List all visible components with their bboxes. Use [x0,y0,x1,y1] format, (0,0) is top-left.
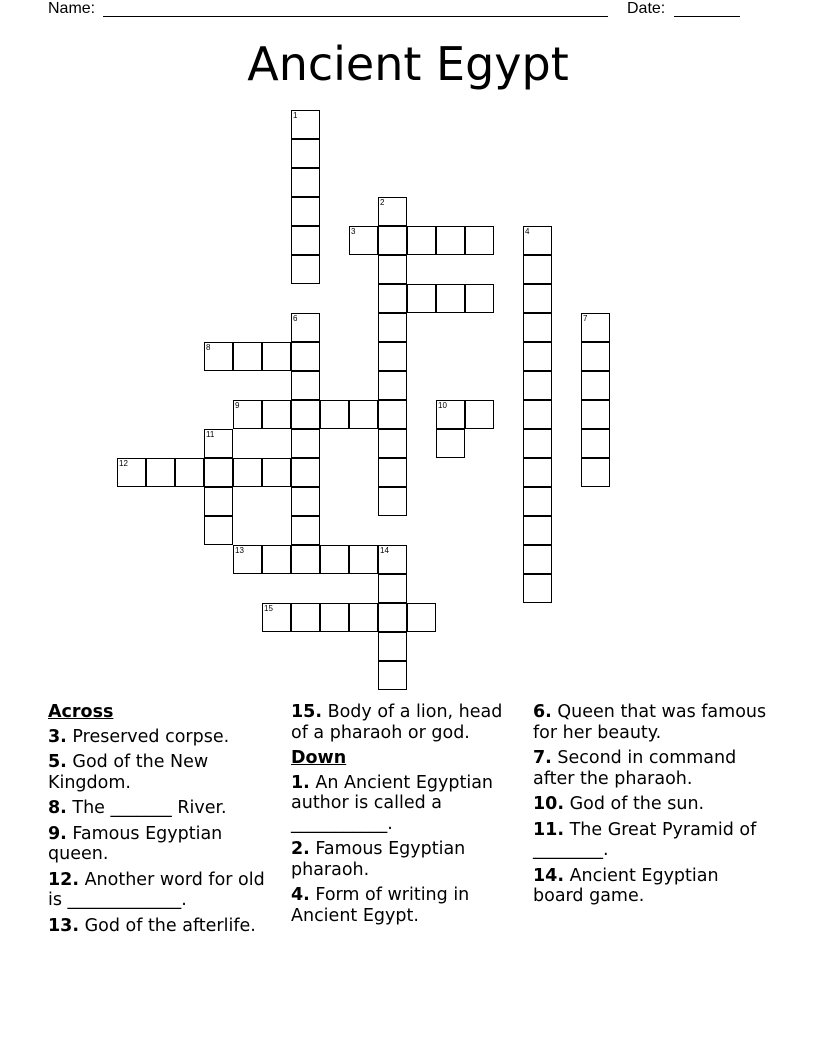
clues-column-1 [48,702,280,941]
grid-cell[interactable] [523,226,552,255]
clue [48,824,280,865]
clue [48,916,280,937]
clue [48,798,280,819]
grid-cell[interactable] [407,226,436,255]
clue-num: 4. [291,885,310,905]
clue-text: Queen that was famous for her beauty. [533,702,767,743]
grid-cell[interactable] [523,284,552,313]
down-clue-list [291,773,523,927]
grid-cell[interactable] [436,400,465,429]
clue-number: 1 [293,111,298,120]
grid-cell[interactable] [291,429,320,458]
clue-number: 9 [235,401,240,410]
grid-cell[interactable] [465,400,494,429]
grid-cell[interactable] [523,313,552,342]
grid-cell[interactable] [523,342,552,371]
clue-text: Form of writing in Ancient Egypt. [291,885,470,926]
clue [291,702,523,743]
grid-cell[interactable] [378,632,407,661]
grid-cell[interactable] [436,284,465,313]
clue-number: 14 [380,546,389,555]
grid-cell[interactable] [291,400,320,429]
clue-num: 11. [533,819,565,840]
clue-number: 2 [380,198,385,207]
clue-num: 3. [48,726,67,747]
grid-cell[interactable] [146,458,175,487]
name-label: Name: [48,0,96,17]
clue-text: Famous Egyptian queen. [48,823,223,864]
clue-num: 9. [48,823,67,844]
grid-cell[interactable] [378,342,407,371]
clue [291,885,523,926]
clue [533,748,768,789]
across-heading: Across [48,702,114,722]
grid-cell[interactable] [581,342,610,371]
grid-cell[interactable] [291,516,320,545]
grid-cell[interactable] [291,168,320,197]
grid-cell[interactable] [349,226,378,255]
grid-cell[interactable] [291,487,320,516]
grid-cell[interactable] [291,110,320,139]
grid-cell[interactable] [523,545,552,574]
clue-number: 11 [206,430,215,439]
clue-num: 14. [533,865,565,886]
grid-cell[interactable] [349,603,378,632]
clue-text: The Great Pyramid of ________. [533,819,757,860]
clue [533,794,768,815]
grid-cell[interactable] [581,400,610,429]
grid-cell[interactable] [291,226,320,255]
grid-cell[interactable] [378,574,407,603]
clue-number: 8 [206,343,211,352]
grid-cell[interactable] [320,400,349,429]
clue-number: 12 [119,459,128,468]
down-heading: Down [291,748,347,768]
clue-num: 6. [533,702,552,722]
grid-cell[interactable] [465,284,494,313]
grid-cell[interactable] [581,371,610,400]
grid-cell[interactable] [523,400,552,429]
grid-cell[interactable] [378,400,407,429]
grid-cell[interactable] [291,255,320,284]
clue-num: 12. [48,869,80,890]
grid-cell[interactable] [262,458,291,487]
grid-cell[interactable] [204,458,233,487]
grid-cell[interactable] [581,429,610,458]
clue [48,752,280,793]
grid-cell[interactable] [378,255,407,284]
grid-cell[interactable] [378,313,407,342]
grid-cell[interactable] [117,458,146,487]
grid-cell[interactable] [465,226,494,255]
grid-cell[interactable] [291,603,320,632]
clue-text: God of the afterlife. [79,915,256,936]
grid-cell[interactable] [378,284,407,313]
grid-cell[interactable] [436,429,465,458]
grid-cell[interactable] [436,226,465,255]
grid-cell[interactable] [349,545,378,574]
grid-cell[interactable] [291,342,320,371]
grid-cell[interactable] [291,313,320,342]
grid-cell[interactable] [291,458,320,487]
clue-number: 15 [264,604,273,613]
date-label: Date: [627,0,666,17]
grid-cell[interactable] [233,400,262,429]
grid-cell[interactable] [233,458,262,487]
grid-cell[interactable] [378,545,407,574]
grid-cell[interactable] [233,342,262,371]
grid-cell[interactable] [349,400,378,429]
clue-num: 2. [291,839,310,859]
clue-num: 1. [291,772,310,793]
puzzle-title: Ancient Egypt [247,37,569,91]
grid-cell[interactable] [262,400,291,429]
clue-text: Ancient Egyptian board game. [533,865,719,906]
grid-cell[interactable] [523,371,552,400]
clue-text: Body of a lion, head of a pharaoh or god. [291,702,503,743]
clues-column-3 [533,702,768,912]
clue-text: The _______ River. [66,798,227,818]
grid-cell[interactable] [523,574,552,603]
clue-text: Preserved corpse. [66,726,230,747]
grid-cell[interactable] [204,516,233,545]
grid-cell[interactable] [581,313,610,342]
grid-cell[interactable] [291,197,320,226]
grid-cell[interactable] [378,197,407,226]
grid-cell[interactable] [378,429,407,458]
grid-cell[interactable] [581,458,610,487]
grid-cell[interactable] [407,284,436,313]
clue-text: An Ancient Egyptian author is called a ___________. [291,772,494,834]
grid-cell[interactable] [262,342,291,371]
clue [48,727,280,748]
grid-cell[interactable] [291,371,320,400]
down-clue-list-continued [533,702,768,907]
grid-cell[interactable] [378,603,407,632]
grid-cell[interactable] [204,429,233,458]
clues-column-2 [291,702,523,931]
clue-text: Famous Egyptian pharaoh. [291,839,466,880]
clue-text: Another word for old is _____________. [48,869,265,910]
grid-cell[interactable] [523,487,552,516]
clue-num: 7. [533,748,552,768]
clue [533,702,768,743]
grid-cell[interactable] [175,458,204,487]
across-clue-list-continued [291,702,523,743]
grid-cell[interactable] [320,545,349,574]
grid-cell[interactable] [291,545,320,574]
grid-cell[interactable] [523,458,552,487]
clue-text: God of the sun. [564,794,705,814]
grid-cell[interactable] [204,342,233,371]
clue [48,870,280,911]
clue-number: 7 [583,314,588,323]
grid-cell[interactable] [262,545,291,574]
grid-cell[interactable] [233,545,262,574]
clue-text: God of the New Kingdom. [48,752,209,793]
clue [291,773,523,835]
clue-num: 13. [48,915,80,936]
clue-num: 10. [533,794,565,814]
grid-cell[interactable] [291,139,320,168]
clue-number: 4 [525,227,530,236]
grid-cell[interactable] [378,226,407,255]
clue-num: 8. [48,798,67,818]
grid-cell[interactable] [262,603,291,632]
grid-cell[interactable] [378,661,407,690]
grid-cell[interactable] [378,487,407,516]
clue-text: Second in command after the pharaoh. [533,748,737,789]
clue [533,820,768,861]
grid-cell[interactable] [407,603,436,632]
across-clue-list [48,727,280,937]
clue-num: 5. [48,752,67,772]
clue-number: 6 [293,314,298,323]
clue [291,839,523,880]
clue-number: 3 [351,227,356,236]
grid-cell[interactable] [204,487,233,516]
grid-cell[interactable] [523,516,552,545]
grid-cell[interactable] [320,603,349,632]
grid-cell[interactable] [378,371,407,400]
clue-number: 13 [235,546,244,555]
grid-cell[interactable] [378,458,407,487]
grid-cell[interactable] [523,429,552,458]
clue-number: 10 [438,401,447,410]
grid-cell[interactable] [523,255,552,284]
clue [533,866,768,907]
clue-num: 15. [291,702,323,722]
